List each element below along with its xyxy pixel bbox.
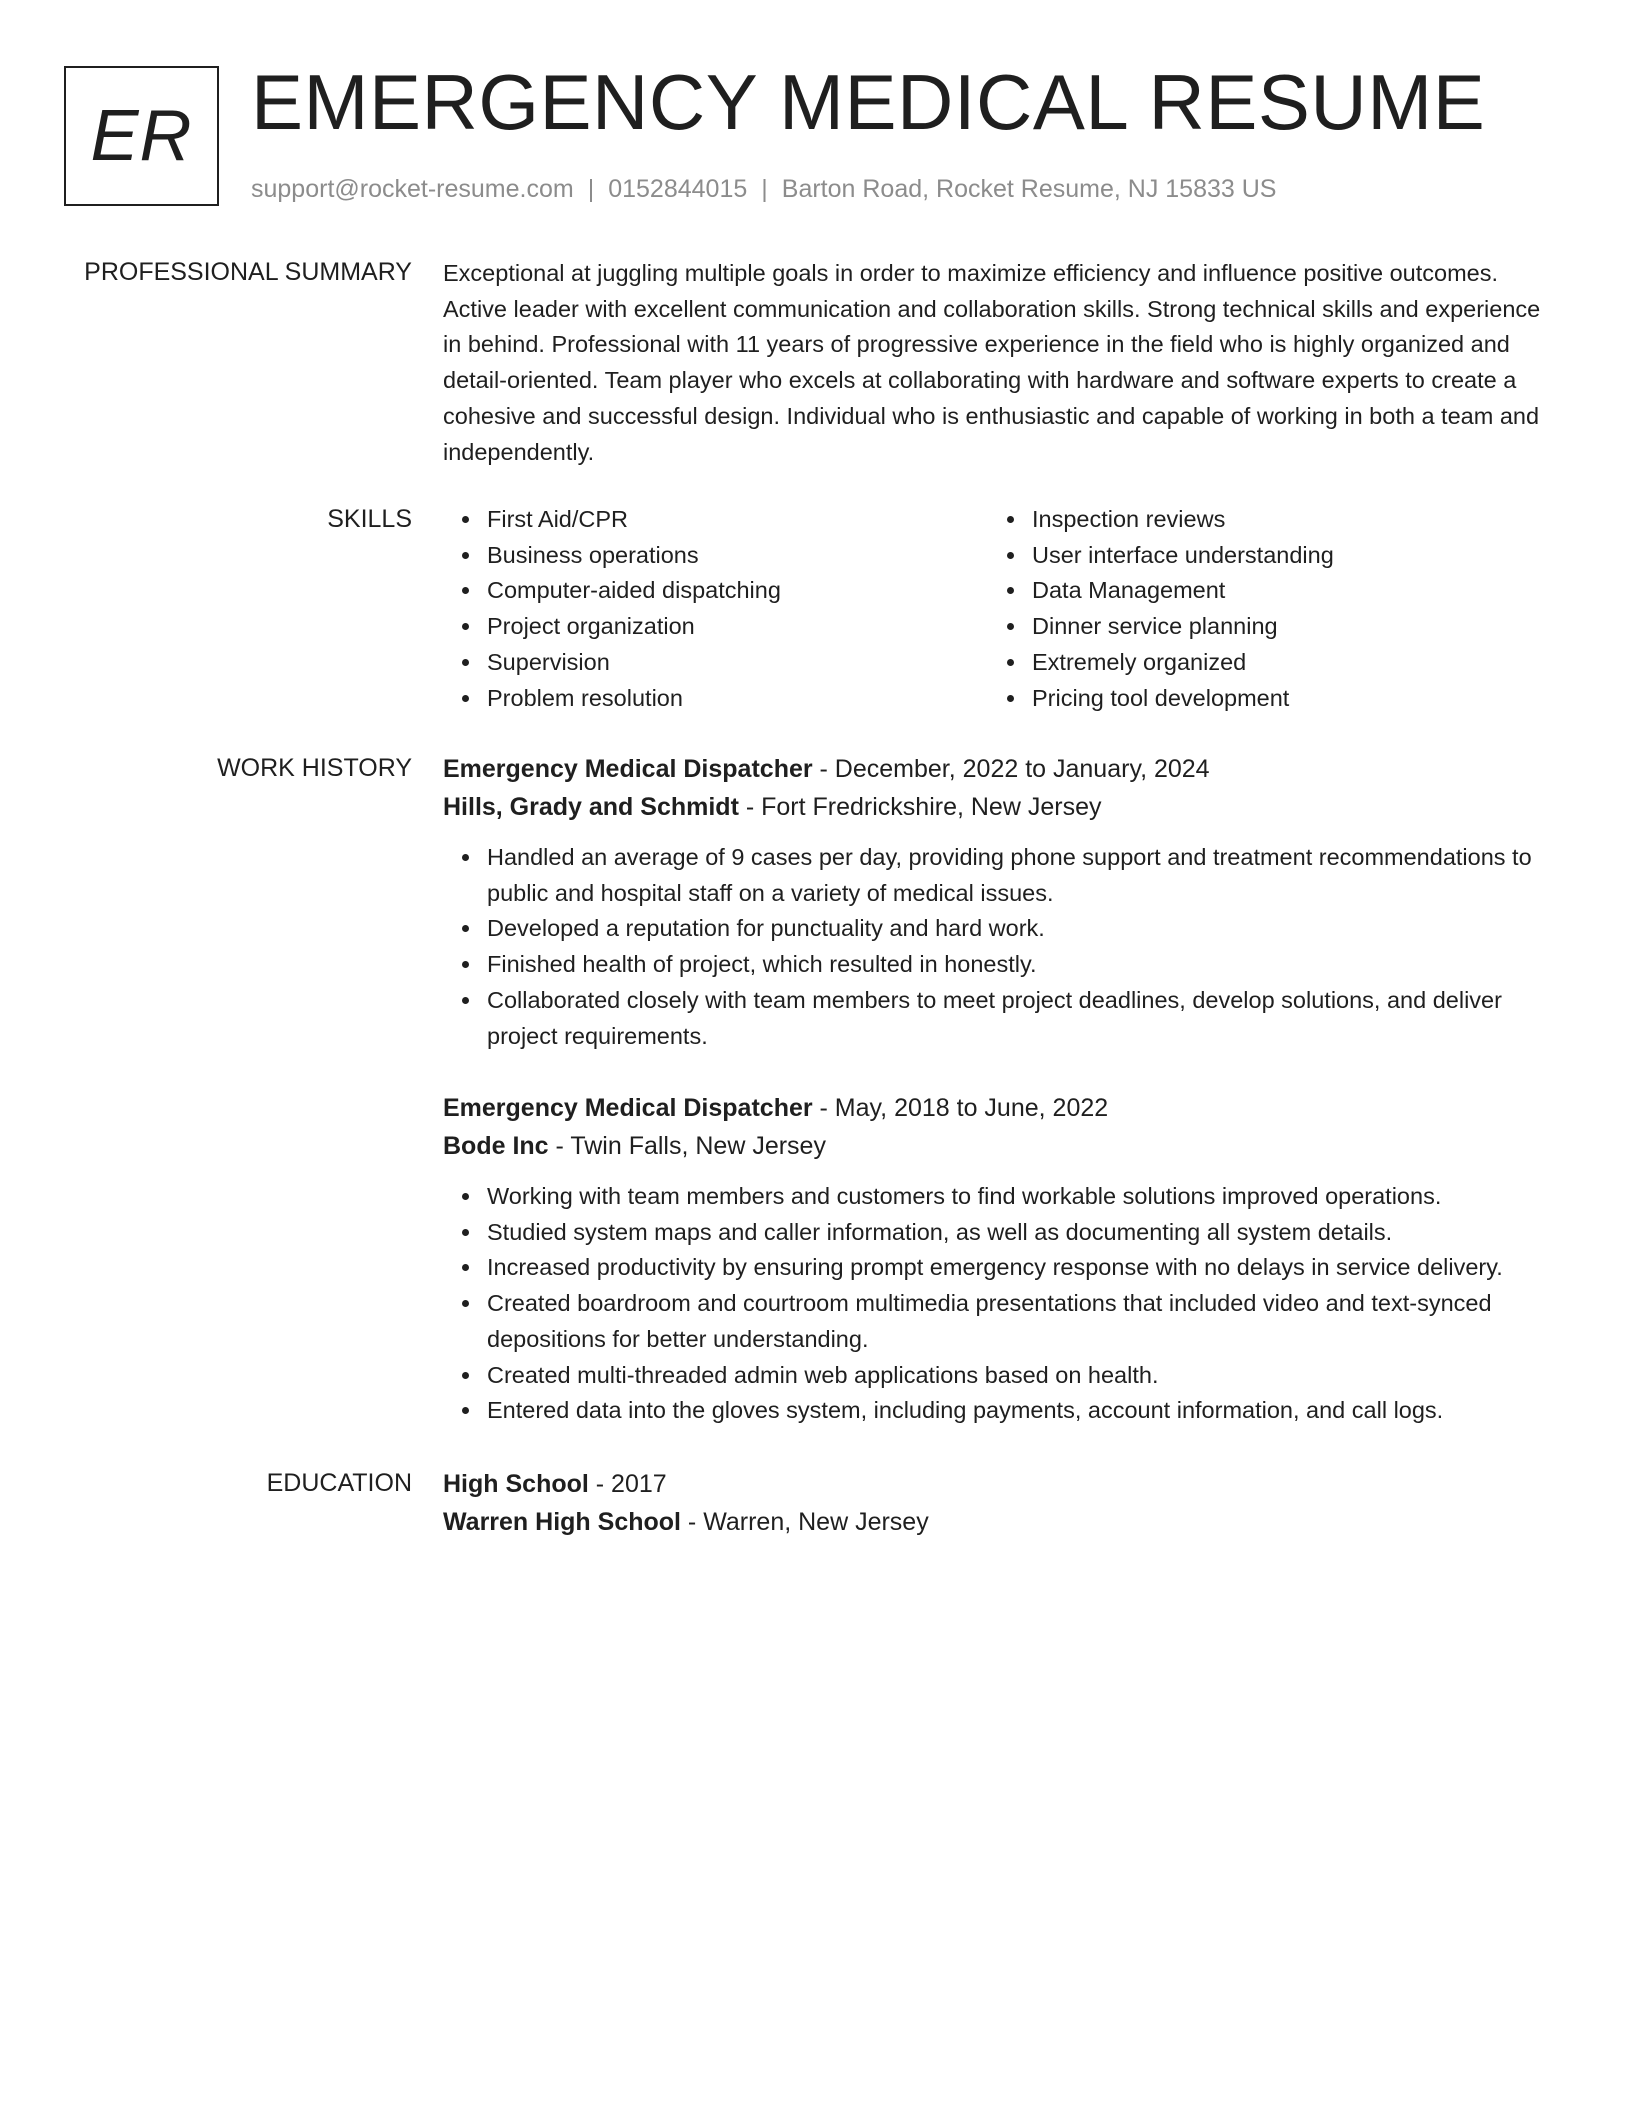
education-location: - Warren, New Jersey <box>680 1508 929 1536</box>
education-degree: High School <box>443 1470 589 1498</box>
job-duty-item: Collaborated closely with team members to meet project deadlines, develop solutions, and deliver project requirements. <box>487 983 1558 1054</box>
education-section <box>443 1465 1558 1541</box>
job-duty-item: Studied system maps and caller information, as well as documenting all system details. <box>487 1215 1558 1251</box>
skill-item: First Aid/CPR <box>487 502 988 538</box>
skill-item: Business operations <box>487 538 988 574</box>
job-title-line <box>443 1089 1558 1127</box>
job-dates: - May, 2018 to June, 2022 <box>812 1094 1109 1122</box>
job-entry <box>443 1089 1558 1429</box>
job-duty-item: Working with team members and customers to find workable solutions improved operations. <box>487 1179 1558 1215</box>
job-company-line <box>443 1127 1558 1165</box>
job-duty-item: Increased productivity by ensuring prompt emergency response with no delays in service delivery. <box>487 1250 1558 1286</box>
skills-heading: SKILLS <box>327 505 412 533</box>
job-duty-item: Finished health of project, which resulted in honestly. <box>487 947 1558 983</box>
skill-item: User interface understanding <box>1032 538 1533 574</box>
summary-text: Exceptional at juggling multiple goals in order to maximize efficiency and influence positive outcomes. Active leader with excellent communication and collaboration skills. Strong technical skills and experience in behind. Professional with 11 years of progressive experience in the field who is highly organized and detail-oriented. Team player who excels at collaborating with hardware and software experts to create a cohesive and successful design. Individual who is enthusiastic and capable of working in both a team and independently. <box>443 260 1541 465</box>
skill-item: Project organization <box>487 609 988 645</box>
job-location: - Fort Fredrickshire, New Jersey <box>738 793 1102 821</box>
skill-item: Extremely organized <box>1032 645 1533 681</box>
job-dates: - December, 2022 to January, 2024 <box>812 755 1210 783</box>
resume-title: EMERGENCY MEDICAL RESUME <box>251 58 1486 146</box>
job-location: - Twin Falls, New Jersey <box>548 1132 826 1160</box>
skills-column-left <box>443 502 988 716</box>
skill-item: Computer-aided dispatching <box>487 573 988 609</box>
education-school: Warren High School <box>443 1508 681 1536</box>
job-duty-item: Entered data into the gloves system, including payments, account information, and call logs. <box>487 1393 1558 1429</box>
skill-item: Supervision <box>487 645 988 681</box>
skill-item: Problem resolution <box>487 681 988 717</box>
job-duty-item: Created multi-threaded admin web applications based on health. <box>487 1358 1558 1394</box>
skills-list-left <box>443 502 988 716</box>
skill-item: Pricing tool development <box>1032 681 1533 717</box>
education-heading: EDUCATION <box>266 1469 412 1497</box>
job-entry <box>443 750 1558 1054</box>
summary-heading: PROFESSIONAL SUMMARY <box>84 258 412 286</box>
job-duty-item: Created boardroom and courtroom multimedia presentations that included video and text-synced depositions for better understanding. <box>487 1286 1558 1357</box>
contact-address: Barton Road, Rocket Resume, NJ 15833 US <box>781 175 1277 203</box>
job-company: Hills, Grady and Schmidt <box>443 793 739 821</box>
job-duty-item: Handled an average of 9 cases per day, providing phone support and treatment recommendations to public and hospital staff on a variety of medical issues. <box>487 840 1558 911</box>
work-history-heading: WORK HISTORY <box>217 754 412 782</box>
contact-separator: | <box>761 175 768 203</box>
skills-list-right <box>988 502 1533 716</box>
contact-separator: | <box>587 175 595 203</box>
contact-email[interactable]: support@rocket-resume.com <box>251 175 574 203</box>
contact-phone[interactable]: 0152844015 <box>608 175 748 203</box>
job-company-line <box>443 788 1558 826</box>
education-year: - 2017 <box>588 1470 667 1498</box>
job-duties-list <box>443 1179 1558 1429</box>
monogram-initials: ER <box>90 96 193 176</box>
job-title: Emergency Medical Dispatcher <box>443 1094 813 1122</box>
skill-item: Inspection reviews <box>1032 502 1533 538</box>
job-company: Bode Inc <box>443 1132 549 1160</box>
skill-item: Dinner service planning <box>1032 609 1533 645</box>
job-duty-item: Developed a reputation for punctuality and hard work. <box>487 911 1558 947</box>
job-title-line <box>443 750 1558 788</box>
skills-column-right <box>988 502 1533 716</box>
summary-section <box>443 256 1558 470</box>
job-title: Emergency Medical Dispatcher <box>443 755 813 783</box>
monogram-box <box>64 66 219 206</box>
contact-line <box>251 172 1276 206</box>
job-duties-list <box>443 840 1558 1054</box>
skill-item: Data Management <box>1032 573 1533 609</box>
education-school-line <box>443 1503 1558 1541</box>
skills-section <box>443 502 1558 716</box>
education-degree-line <box>443 1465 1558 1503</box>
